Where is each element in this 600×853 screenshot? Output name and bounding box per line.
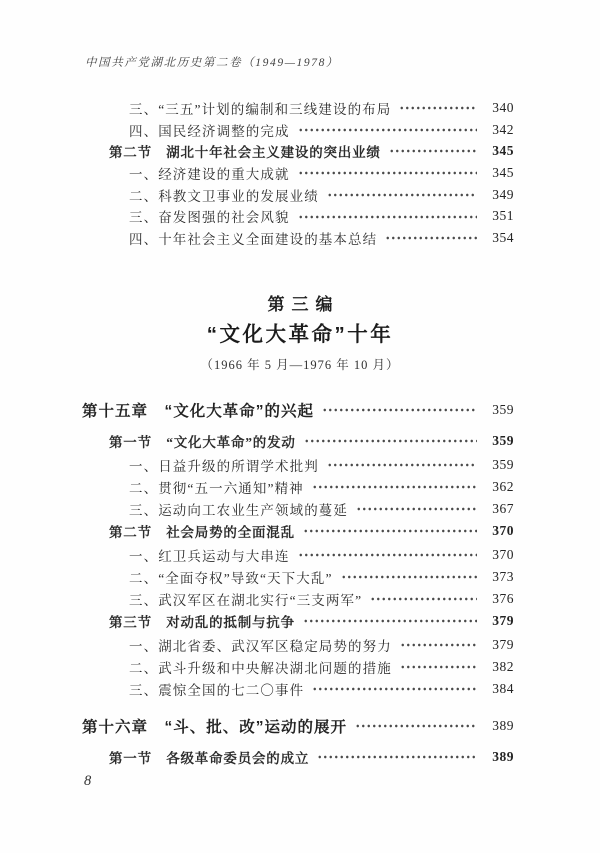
toc-entry <box>82 520 514 542</box>
dot-leader <box>304 430 477 452</box>
toc-entry-page-number: 359 <box>492 457 514 472</box>
dot-leader <box>399 97 477 119</box>
toc-entry <box>82 227 514 249</box>
toc-entry-title: 第一节 各级革命委员会的成立 <box>109 751 310 766</box>
toc-entry-page-number: 376 <box>492 591 514 606</box>
dot-leader <box>341 566 477 588</box>
toc-entry-page-number: 340 <box>492 99 514 115</box>
toc-entry <box>82 162 514 184</box>
part-number-heading: 第三编 <box>267 295 340 314</box>
toc-entry <box>82 398 514 422</box>
toc-entry <box>82 656 514 678</box>
toc-entry <box>82 678 514 700</box>
toc-entry-title: 第一节 “文化大革命”的发动 <box>109 435 296 450</box>
toc-entry <box>82 566 514 588</box>
toc-entry-page-number: 370 <box>492 523 514 538</box>
dot-leader <box>298 162 477 184</box>
toc-entry-title: 第二节 社会局势的全面混乱 <box>109 525 295 540</box>
toc-entry <box>82 588 514 610</box>
dot-leader <box>322 398 477 422</box>
toc-entry-page-number: 349 <box>492 186 514 202</box>
dot-leader <box>400 634 477 656</box>
toc-entry-page-number: 379 <box>492 613 514 628</box>
toc-entry-page-number: 359 <box>492 433 514 448</box>
toc-entry <box>82 544 514 566</box>
toc-entry <box>82 430 514 452</box>
toc-entry-page-number: 354 <box>492 229 514 245</box>
toc-entry <box>82 714 514 738</box>
toc-entry-title: 第三节 对动乱的抵制与抗争 <box>109 615 295 630</box>
toc-entry-title: 三、“三五”计划的编制和三线建设的布局 <box>129 101 392 117</box>
toc-entry <box>82 140 514 162</box>
toc-entry-title: 一、红卫兵运动与大串连 <box>129 549 290 564</box>
toc-block-top <box>82 97 514 249</box>
toc-entry-title: 第十六章 “斗、批、改”运动的展开 <box>82 719 348 736</box>
toc-entry-page-number: 362 <box>492 479 514 494</box>
dot-leader <box>400 656 477 678</box>
toc-entry-title: 四、国民经济调整的完成 <box>129 123 290 139</box>
part-title-heading: “文化大革命”十年 <box>206 323 394 346</box>
toc-entry-page-number: 367 <box>492 501 514 516</box>
dot-leader <box>303 610 477 632</box>
toc-entry-page-number: 389 <box>492 749 514 764</box>
toc-entry <box>82 476 514 498</box>
toc-entry-page-number: 379 <box>492 637 514 652</box>
toc-entry-title: 三、奋发图强的社会风貌 <box>129 210 290 226</box>
toc-entry-title: 二、科教文卫事业的发展业绩 <box>129 188 319 204</box>
toc-entry-page-number: 342 <box>492 121 514 137</box>
toc-entry <box>82 454 514 476</box>
toc-entry-page-number: 345 <box>492 143 514 159</box>
toc-entry-title: 三、运动向工农业生产领域的蔓延 <box>129 503 348 518</box>
toc-entry-page-number: 351 <box>492 208 514 224</box>
toc-entry-title: 四、十年社会主义全面建设的基本总结 <box>129 231 378 247</box>
toc-entry-title: 二、武斗升级和中央解决湖北问题的措施 <box>129 661 392 676</box>
toc-entry-page-number: 382 <box>492 659 514 674</box>
dot-leader <box>389 140 477 162</box>
toc-entry-page-number: 384 <box>492 681 514 696</box>
toc-entry-title: 一、经济建设的重大成就 <box>129 166 290 182</box>
toc-entry-title: 一、湖北省委、武汉军区稳定局势的努力 <box>129 639 392 654</box>
dot-leader <box>298 544 477 566</box>
toc-entry-title: 第十五章 “文化大革命”的兴起 <box>82 403 315 420</box>
dot-leader <box>327 184 477 206</box>
folio-page-number: 8 <box>84 773 92 789</box>
toc-entry-title: 二、“全面夺权”导致“天下大乱” <box>129 571 333 586</box>
toc-entry-page-number: 389 <box>492 718 514 733</box>
toc-entry <box>82 119 514 141</box>
toc-entry <box>82 610 514 632</box>
toc-entry-title: 一、日益升级的所谓学术批判 <box>129 459 319 474</box>
dot-leader <box>355 714 477 738</box>
dot-leader <box>356 498 477 520</box>
dot-leader <box>312 678 477 700</box>
dot-leader <box>370 588 477 610</box>
dot-leader <box>298 205 477 227</box>
toc-entry-title: 第二节 湖北十年社会主义建设的突出业绩 <box>109 145 381 161</box>
toc-entry <box>82 634 514 656</box>
dot-leader <box>385 227 477 249</box>
toc-entry-title: 二、贯彻“五一六通知”精神 <box>129 481 304 496</box>
toc-entry <box>82 498 514 520</box>
dot-leader <box>303 520 477 542</box>
toc-entry-page-number: 345 <box>492 164 514 180</box>
toc-entry-title: 三、震惊全国的七二〇事件 <box>129 683 305 698</box>
toc-entry-page-number: 359 <box>492 402 514 417</box>
dot-leader <box>312 476 477 498</box>
toc-entry-title: 三、武汉军区在湖北实行“三支两军” <box>129 593 363 608</box>
dot-leader <box>298 119 477 141</box>
toc-entry-page-number: 373 <box>492 569 514 584</box>
toc-entry <box>82 205 514 227</box>
dot-leader <box>327 454 477 476</box>
running-header: 中国共产党湖北历史第二卷（1949—1978） <box>85 57 340 69</box>
part-date-range: （1966 年 5 月—1976 年 10 月） <box>200 358 400 372</box>
toc-entry <box>82 97 514 119</box>
toc-entry-page-number: 370 <box>492 547 514 562</box>
dot-leader <box>317 746 477 768</box>
toc-entry <box>82 746 514 768</box>
toc-block-bottom <box>82 384 514 770</box>
toc-entry <box>82 184 514 206</box>
